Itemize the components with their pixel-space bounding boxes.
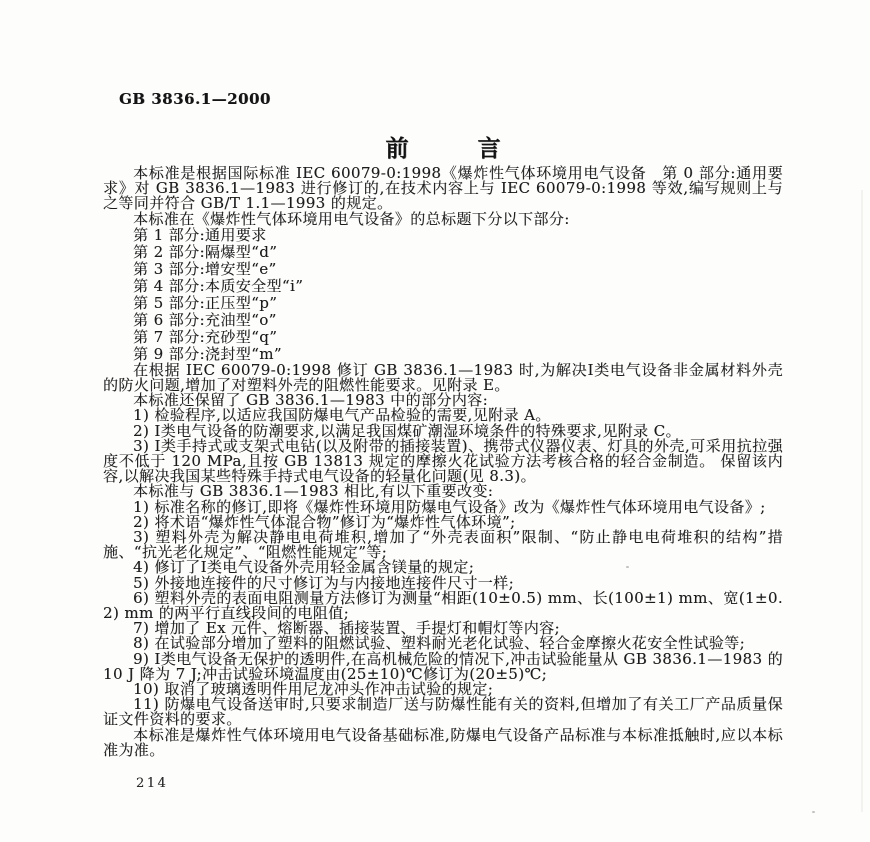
change-item: 7) 增加了 Ex 元件、熔断器、插接装置、手提灯和帽灯等内容; [133, 619, 560, 638]
parts-list-item: 第 1 部分:通用要求 [133, 225, 267, 244]
change-item: 2) 将术语“爆炸性气体混合物”修订为“爆炸性气体环境”; [133, 512, 516, 531]
parts-list-item: 第 7 部分:充砂型“q” [133, 327, 278, 346]
paragraph-revision-basis: 在根据 IEC 60079-0:1998 修订 GB 3836.1—1983 时,为解决Ⅰ类电气设备非金属材料外壳的防火问题,增加了对塑料外壳的阻燃性能要求。见附录 E。 [103, 360, 783, 395]
change-item: 11) 防爆电气设备送审时,只要求制造厂送与防爆性能有关的资料,但增加了有关工厂产品质量保证文件资料的要求。 [103, 695, 783, 729]
change-item: 9) Ⅰ类电气设备无保护的透明件,在高机械危险的情况下,冲击试验能量从 GB 3836.1—1983 的 10 J 降为 7 J;冲击试验环境温度由(25±10)℃修订为(20±5)℃; [103, 649, 783, 683]
scan-edge-artifact [861, 190, 863, 812]
paragraph-changes-lead: 本标准与 GB 3836.1—1983 相比,有以下重要改变: [133, 482, 494, 501]
document-body [103, 166, 783, 758]
scan-speck-artifact [812, 811, 815, 813]
change-item: 6) 塑料外壳的表面电阻测量方法修订为测量“相距(10±0.5) mm、长(100±1) mm、宽(1±0.2) mm 的两平行直线段间的电阻值; [103, 588, 783, 623]
change-item: 10) 取消了玻璃透明件用尼龙冲头作冲击试验的规定; [133, 680, 494, 699]
change-item: 4) 修订了Ⅰ类电气设备外壳用轻金属含镁量的规定; [133, 558, 475, 577]
change-item: 3) 塑料外壳为解决静电电荷堆积,增加了“外壳表面积”限制、“防止静电电荷堆积的结构”措施、“抗光老化规定”、“阻燃性能规定”等; [103, 528, 783, 562]
change-item: 8) 在试验部分增加了塑料的阻燃试验、塑料耐光老化试验、轻合金摩擦火花安全性试验等; [133, 634, 746, 653]
paragraph-parts-lead: 本标准在《爆炸性气体环境用电气设备》的总标题下分以下部分: [133, 209, 570, 228]
retained-item: 3) Ⅰ类手持式或支架式电钻(以及附带的插接装置)、携带式仪器仪表、灯具的外壳,可采用抗拉强度不低于 120 MPa,且按 GB 13813 规定的摩擦火花试验方法考核合格的轻合金制造。 保留该内容,以解决我国某些特殊手持式电气设备的轻量化问题(见 8.3)。 [103, 436, 783, 486]
paragraph-retained-lead: 本标准还保留了 GB 3836.1—1983 中的部分内容: [133, 391, 489, 410]
retained-item: 1) 检验程序,以适应我国防爆电气产品检验的需要,见附录 A。 [133, 406, 551, 425]
paragraph-intro: 本标准是根据国际标准 IEC 60079-0:1998《爆炸性气体环境用电气设备 第 0 部分:通用要求》对 GB 3836.1—1983 进行修订的,在技术内容上与 IEC 60079-0:1998 等效,编写规则上与之等同并符合 GB/T 1.1—1993 的规定。 [103, 164, 783, 213]
scan-speck-artifact [626, 566, 629, 568]
parts-list-item: 第 4 部分:本质安全型“i” [133, 276, 304, 295]
page-number: 214 [136, 776, 169, 791]
parts-list-item: 第 3 部分:增安型“e” [133, 259, 277, 278]
standard-number: GB 3836.1—2000 [119, 90, 271, 108]
change-item: 1) 标准名称的修订,即将《爆炸性环境用防爆电气设备》改为《爆炸性气体环境用电气设备》; [133, 497, 766, 516]
retained-item: 2) Ⅰ类电气设备的防潮要求,以满足我国煤矿潮湿环境条件的特殊要求,见附录 C。 [133, 421, 681, 440]
parts-list-item: 第 9 部分:浇封型“m” [133, 344, 282, 363]
parts-list-item: 第 2 部分:隔爆型“d” [133, 242, 278, 261]
page-title: 前 言 [385, 135, 501, 162]
parts-list-item: 第 5 部分:正压型“p” [133, 293, 278, 312]
parts-list-item: 第 6 部分:充油型“o” [133, 310, 277, 329]
paragraph-closing: 本标准是爆炸性气体环境用电气设备基础标准,防爆电气设备产品标准与本标准抵触时,应以本标准为准。 [103, 725, 783, 759]
change-item: 5) 外接地连接件的尺寸修订为与内接地连接件尺寸一样; [133, 573, 515, 592]
